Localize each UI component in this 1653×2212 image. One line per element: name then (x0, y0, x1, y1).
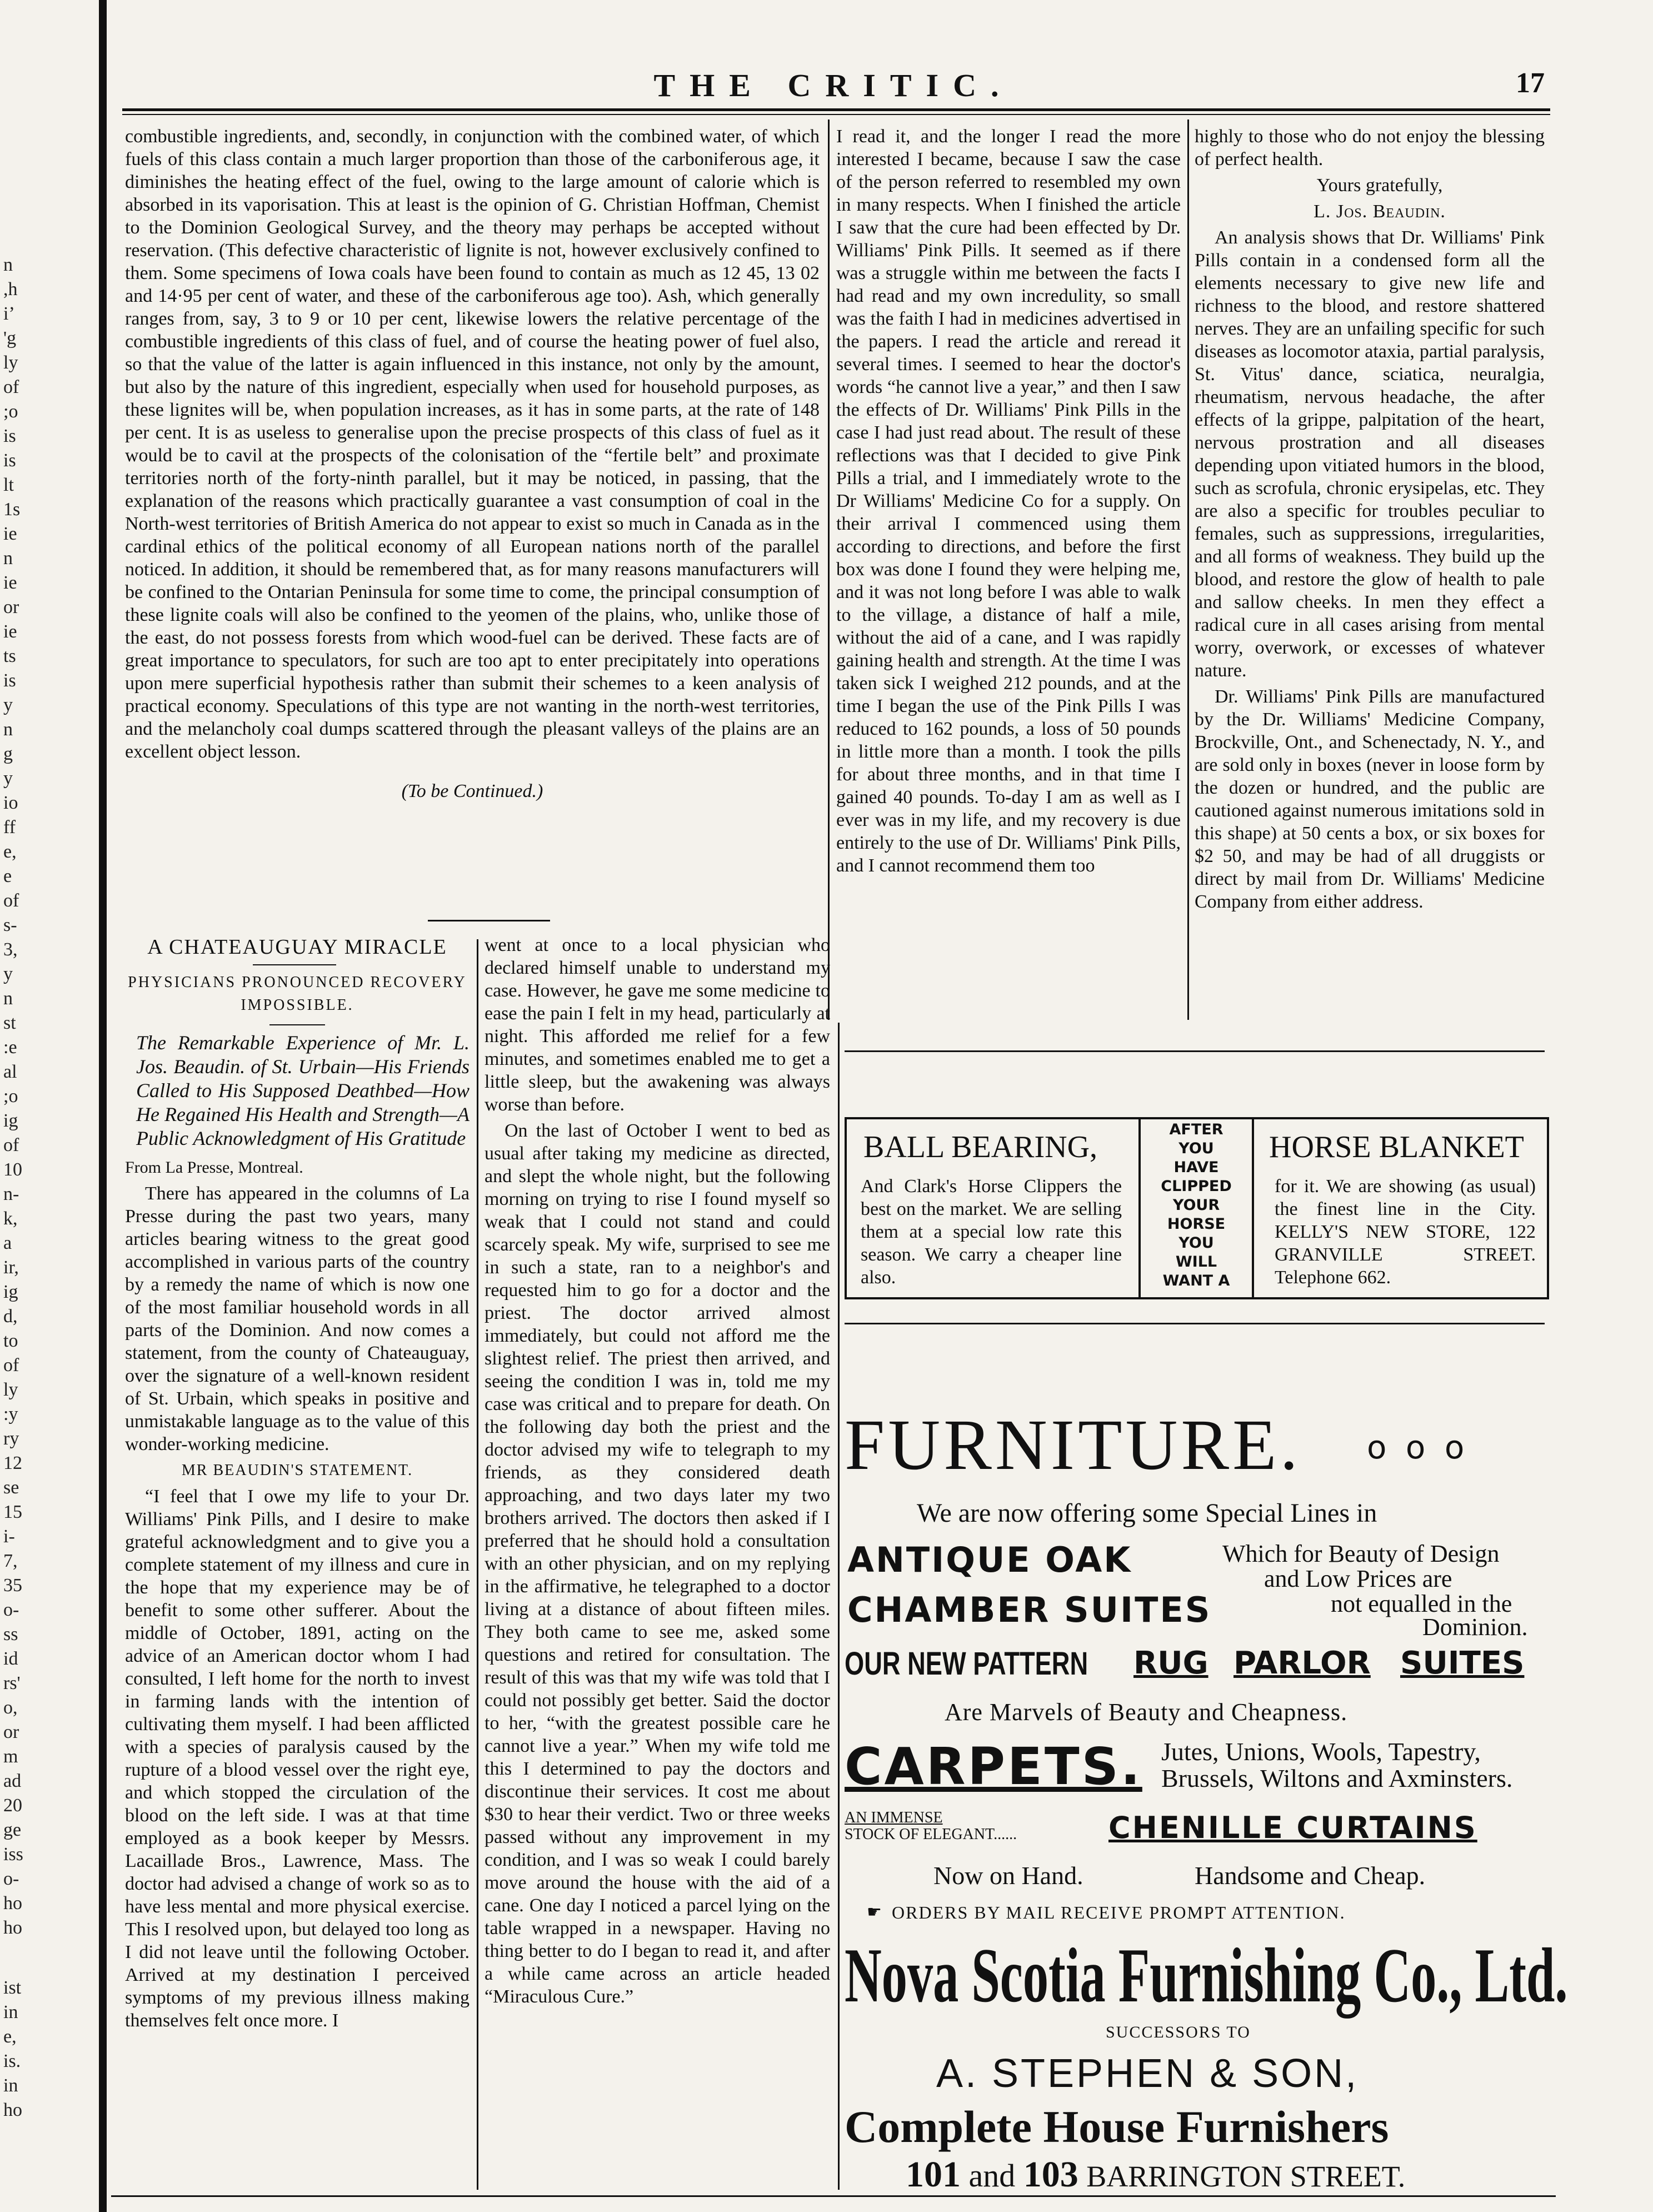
gutter-fragment: ho (3, 1893, 22, 1914)
article-paragraph: highly to those who do not enjoy the blessing of perfect health. (1195, 126, 1545, 170)
gutter-fragment: lt (3, 475, 14, 495)
gutter-fragment: ff (3, 817, 16, 838)
ad-carpets-1: Jutes, Unions, Wools, Tapestry, (1161, 1737, 1481, 1766)
binding-edge (99, 0, 107, 2212)
ad-complete: Complete House Furnishers (845, 2101, 1389, 2152)
ad-handsome: Handsome and Cheap. (1195, 1861, 1426, 1890)
gutter-fragment: o- (3, 1600, 19, 1620)
gutter-fragment: y (3, 964, 13, 984)
ad-address (906, 2154, 1405, 2196)
ad-rug: RUG (1133, 1645, 1208, 1681)
gutter-fragment: ir, (3, 1257, 19, 1278)
article-paragraph: went at once to a local physician who declared himself unable to understand my case. However, he gave me some medicine to ease the pain I felt in my head, particularly at night. This afforded me relief for a few minutes, and sometimes enabled me to get a little sleep, but the awakening was always worse than before. (485, 935, 830, 1115)
ad-center-slogan (1141, 1120, 1252, 1291)
ad-beauty-2: and Low Prices are (1264, 1565, 1452, 1592)
article-paragraph: Dr. Williams' Pink Pills are manufactured by the Dr. Williams' Medicine Company, Brockville, Ont., and Schenectady, N. Y., and are sold only in boxes (never in loose form by the dozen or hundred, and the public are cautioned against numerous imitations sold in this shape) at 50 cents a box, or six boxes for $2 50, and may be had of all druggists or direct by mail from Dr. Williams' Medicine Company from either address. (1195, 686, 1545, 912)
gutter-fragment: 15 (3, 1502, 22, 1522)
ad-left-title: BALL BEARING, (863, 1130, 1098, 1164)
ad-center-line: HORSE (1167, 1215, 1226, 1233)
gutter-fragment: 12 (3, 1453, 22, 1473)
article-lignite-continued (125, 125, 820, 920)
header-rule-thin (122, 114, 1550, 115)
gutter-fragment: ;o (3, 1086, 18, 1107)
gutter-fragment: of (3, 377, 19, 397)
gutter-fragment: ss (3, 1624, 18, 1645)
gutter-fragment: ie (3, 524, 17, 544)
gutter-fragment: or (3, 1722, 19, 1742)
gutter-fragment: rs' (3, 1673, 21, 1693)
article-paragraph: An analysis shows that Dr. Williams' Pink Pills contain in a condensed form all the elements necessary to give new life and richness to the blood, and restore shattered nerves. They are an unfailing specific for such diseases as locomotor ataxia, partial paralysis, St. Vitus' dance, sciatica, neuralgia, rheumatism, nervous headache, the after effects of la grippe, palpitation of the heart, nervous prostration and all diseases depending upon vitiated humors in the blood, such as scrofula, chronic erysipelas, etc. They are also a specific for troubles peculiar to females, such as suppressions, irregularities, and all forms of weakness. They build up the blood, and restore the glow of health to pale and sallow cheeks. In men they effect a radical cure in all cases arising from mental worry, overwork, or excesses of whatever nature. (1195, 227, 1545, 681)
article-chateauguay-miracle (125, 934, 470, 2190)
ad-furniture (845, 1405, 1568, 2195)
gutter-fragment: o- (3, 1869, 19, 1889)
signoff: Yours gratefully, (1316, 175, 1443, 196)
gutter-fragment: n- (3, 1184, 19, 1204)
ad-number-103: 103 (1023, 2154, 1078, 2195)
article-source: From La Presse, Montreal. (125, 1158, 303, 1177)
gutter-fragment: k, (3, 1208, 18, 1229)
ad-immense-1: AN IMMENSE (845, 1809, 943, 1826)
gutter-fragment: ie (3, 572, 17, 593)
ad-number-101: 101 (906, 2154, 961, 2195)
gutter-fragment: ie (3, 621, 17, 642)
ad-beauty-1: Which for Beauty of Design (1222, 1540, 1500, 1567)
ad-right-title: HORSE BLANKET (1269, 1130, 1524, 1164)
gutter-fragment: iss (3, 1844, 23, 1865)
ad-antique-oak: ANTIQUE OAK (847, 1540, 1132, 1580)
gutter-fragment: id (3, 1648, 18, 1669)
gutter-fragment: al (3, 1062, 17, 1082)
gutter-fragment: n (3, 988, 13, 1009)
gutter-fragment: io (3, 793, 18, 813)
ad-parlor: PARLOR (1233, 1645, 1371, 1681)
gutter-fragment: ig (3, 1110, 18, 1131)
gutter-fragment: y (3, 768, 13, 789)
subtitle-rule (269, 1024, 325, 1025)
gutter-fragment: is (3, 450, 16, 471)
pointing-hand-icon: ☛ (867, 1903, 882, 1921)
gutter-fragment: 10 (3, 1159, 22, 1180)
gutter-fragment: n (3, 719, 13, 740)
ad-rug-prefix: OUR NEW PATTERN (845, 1646, 1088, 1682)
title-rule (253, 964, 336, 965)
article-deck: The Remarkable Experience of Mr. L. Jos. Beaudin. of St. Urbain—His Friends Called to His Supposed Deathbed—How He Regained His Health and Strength—A Public Acknowledgment of His Gratitude (136, 1032, 470, 1149)
gutter-fragment: ly (3, 352, 18, 373)
gutter-fragment: of (3, 1355, 19, 1376)
gutter-fragment: is (3, 426, 16, 446)
ad-center-line: YOUR (1172, 1197, 1220, 1214)
gutter-fragment: in (3, 2002, 18, 2022)
section-divider (428, 920, 550, 921)
gutter-fragment: of (3, 890, 19, 911)
article-subtitle: PHYSICIANS PRONOUNCED RECOVERY IMPOSSIBLE. (128, 974, 467, 1014)
gutter-fragment: ist (3, 1977, 22, 1998)
article-continued-col4 (836, 125, 1181, 1020)
column-divider (828, 119, 830, 1020)
article-continued-col5 (1195, 125, 1545, 1020)
article-paragraph: combustible ingredients, and, secondly, in conjunction with the combined water, of which fuels of this class contain a much larger proportion than those of the carboniferous age, it diminishes the heating effect of the fuel, owing to the large amount of calorie which is absorbed in its vaporisation. This at least is the opinion of G. Christian Hoffman, Chemist to the Dominion Geological Survey, and the theory may perhaps be accepted without reservation. (This defective characteristic of lignite is not, however exclusively confined to them. Some specimens of Iowa coals have been found to contain as much as 12 45, 13 02 and 14·95 per cent of water, and these of the carboniferous age too). Ash, which generally ranges from, say, 3 to 9 or 10 per cent, likewise lowers the relative percentage of the combustible ingredients of this class of fuel, and of course the heating power of fuel also, so that the value of the latter is again influenced in this instance, not only by the amount, but also by the nature of this ingredient, especially when used for household purposes, as these lignites will be, when population increases, as it has in some parts, at the rate of 148 per cent. It is as useless to generalise upon the precise prospects of this class of fuel as it would be to cavil at the prospects of the colonisation of the “fertile belt” and proximate territories north of the forty-ninth parallel, but it may be noticed, in passing, that the explanation of the reasons which practically guarantee a vast consumption of coal in the North-west territories of British America do not appear to exist so much in Canada as in the cardinal ethics of the political economy of all European nations north of the parallel noticed. In addition, it should be remembered that, as for many reasons manufacturers will be confined to the Ontarian Peninsula for some time to come, the principal consumption of these lignite coals will also be confined to the yeomen of the plains, who, unlike those of the east, do not possess forests from which wood-fuel can be derived. These facts are of great importance to speculators, for such are too apt to enter precipitately into operations upon mere superficial hypothesis rather than submit their schemes to a keen analysis of practical economy. Speculations of this type are not wanting in the north-west territories, and the melancholy coal dumps scattered through the pleasant valleys of the plains are an excellent object lesson. (125, 126, 820, 762)
ad-suites: SUITES (1400, 1645, 1525, 1681)
ad-now-on-hand: Now on Hand. (933, 1861, 1083, 1890)
gutter-fragment: or (3, 597, 19, 617)
ad-and: and (968, 2158, 1016, 2194)
gutter-fragment: 'g (3, 328, 17, 348)
ad-left-text: And Clark's Horse Clippers the best on the market. We are selling them at a special low rate this season. We carry a cheaper line also. (861, 1176, 1122, 1288)
gutter-fragment: ;o (3, 401, 18, 422)
page-header (122, 61, 1545, 111)
ad-ornament: o o o (1367, 1428, 1469, 1466)
newspaper-title: THE CRITIC. (653, 67, 1013, 103)
ad-center-line: WILL (1175, 1253, 1217, 1271)
gutter-fragment: ad (3, 1771, 22, 1791)
column-divider (1187, 119, 1189, 1020)
column-divider (838, 1023, 840, 2190)
adjacent-page-fragments (0, 0, 22, 2212)
gutter-fragment: e, (3, 2026, 17, 2047)
ad-carpets: CARPETS. (845, 1737, 1142, 1796)
ad-headline: FURNITURE. (845, 1405, 1301, 1485)
page-bottom-rule (111, 2195, 1556, 2197)
column-divider (477, 939, 478, 2190)
ad-center-line: YOU (1178, 1140, 1214, 1157)
ad-center-line: CLIPPED (1161, 1178, 1232, 1195)
gutter-fragment: in (3, 2075, 18, 2096)
gutter-fragment: ts (3, 646, 16, 666)
statement-heading: MR BEAUDIN'S STATEMENT. (181, 1462, 413, 1479)
ad-chenille: CHENILLE CURTAINS (1108, 1810, 1477, 1845)
ad-center-box (1138, 1117, 1254, 1299)
statement-text: “I feel that I owe my life to your Dr. Williams' Pink Pills, and I desire to make grateful acknowledgment and to give you a complete statement of my illness and cure in the hope that my experience may be of benefit to some other sufferer. About the middle of October, 1891, acting on the advice of an American doctor whom I had consulted, I left home for the north to invest in farming lands with the intention of cultivating them myself. I had been afflicted with a species of paralysis caused by the rupture of a blood vessel over the right eye, and which stopped the circulation of the blood on the left side. I was at that time employed as a book keeper by Messrs. Lacaillade Bros., Lawrence, Mass. The doctor had advised a change of work so as to have less mental and more physical exercise. This I resolved upon, but delayed too long as I did not leave until the following October. Arrived at my destination I perceived symptoms of my previous illness making themselves felt once more. I (125, 1486, 470, 2031)
gutter-fragment: of (3, 1135, 19, 1155)
ad-stephen: A. STEPHEN & SON, (936, 2051, 1359, 2096)
gutter-fragment: s- (3, 915, 17, 935)
article-continued-col3 (485, 934, 830, 2190)
gutter-fragment: :e (3, 1037, 17, 1058)
gutter-fragment: ge (3, 1820, 22, 1840)
article-title: A CHATEAUGUAY MIRACLE (147, 935, 447, 959)
ad-carpets-2: Brussels, Wiltons and Axminsters. (1161, 1764, 1513, 1792)
gutter-fragment: :y (3, 1404, 18, 1424)
gutter-fragment: st (3, 1013, 16, 1033)
gutter-fragment: ig (3, 1282, 18, 1302)
ad-successors: SUCCESSORS TO (1106, 2023, 1251, 2041)
ad-center-line: YOU (1178, 1234, 1214, 1252)
ad-center-line: HAVE (1173, 1159, 1219, 1176)
gutter-fragment: d, (3, 1306, 18, 1327)
header-rule (122, 108, 1550, 111)
article-paragraph: I read it, and the longer I read the more interested I became, because I saw the case of the person referred to resembled my own in many respects. When I finished the article I saw that the cure had been effected by Dr. Williams' Pink Pills. It seemed as if there was a struggle within me between the facts I had read and my own incredulity, so small was the faith I had in medicines advertised in the papers. I read the article and reread it several times. I seemed to hear the doctor's words “he cannot live a year,” and then I saw the effects of Dr. Williams' Pink Pills in the case I had just read about. The result of these reflections was that I decided to give Pink Pills a trial, and I immediately wrote to the Dr Williams' Medicine Co for a supply. On their arrival I commenced using them according to directions, and before the first box was done I found they were helping me, and it was not long before I was able to walk to the village, a distance of half a mile, without the aid of a cane, and I was rapidly gaining health and strength. At the time I was taken sick I weighed 212 pounds, and at the time I began the use of the Pink Pills I was reduced to 162 pounds, a loss of 50 pounds in little more than a month. I took the pills for about three months, and in that time I gained 40 pounds. To-day I am as well as I ever was in my life, and my recovery is due entirely to the use of Dr. Williams' Pink Pills, and I cannot recommend them too (836, 126, 1181, 876)
ad-company: Nova Scotia Furnishing Co., Ltd. (845, 1932, 1568, 2019)
ad-center-line: WANT A (1162, 1272, 1230, 1289)
ad-right-text: for it. We are showing (as usual) the finest line in the City. KELLY'S NEW STORE, 122 GRANVILLE STREET. Telephone 662. (1275, 1176, 1536, 1288)
ad-street: BARRINGTON STREET. (1086, 2160, 1406, 2193)
gutter-fragment: e, (3, 841, 17, 862)
gutter-fragment: ho (3, 1917, 22, 1938)
gutter-fragment: se (3, 1477, 19, 1498)
gutter-fragment: y (3, 695, 13, 715)
gutter-fragment: is (3, 670, 16, 691)
ad-immense-2: STOCK OF ELEGANT...... (845, 1826, 1017, 1843)
gutter-fragment: o, (3, 1697, 18, 1718)
ad-center-line: AFTER (1169, 1121, 1223, 1138)
gutter-fragment: ry (3, 1428, 19, 1449)
gutter-fragment: a (3, 1233, 12, 1253)
ad-chamber-suites: CHAMBER SUITES (847, 1590, 1212, 1630)
gutter-fragment: 35 (3, 1575, 22, 1596)
gutter-fragment: e (3, 866, 12, 886)
ad-beauty-4: Dominion. (1422, 1613, 1528, 1641)
gutter-fragment: to (3, 1331, 18, 1351)
ad-clippers-blanket (845, 1117, 1549, 1299)
gutter-fragment: 3, (3, 939, 18, 960)
gutter-fragment: is. (3, 2051, 21, 2071)
gutter-fragment: g (3, 744, 13, 764)
gutter-fragment: i- (3, 1526, 15, 1547)
continued-note: (To be Continued.) (401, 781, 543, 801)
article-paragraph: On the last of October I went to bed as usual after taking my medicine as directed, and slept the whole night, but the following morning on trying to rise I found myself so weak that I could not stand and could scarcely speak. My wife, surprised to see me in such a state, ran to a neighbor's and requested him to go for a doctor and the priest. The doctor arrived almost immediately, but could not afford me the slightest relief. The priest then arrived, and seeing the condition I was in, told me my case was critical and to prepare for death. On the following day both the priest and the doctor advised my wife to telegraph to my friends, as they considered death approaching, and two days later my two brothers arrived. The doctors then asked if I preferred that he should hold a consultation with an other physician, and on my replying in the affirmative, he telegraphed to a doctor living at a distance of about fifteen miles. They both came to see me, asked some questions and retired for consultation. The result of this was that my wife was told that I could not possibly get better. Said the doctor to her, “with the greatest possible care he cannot live a year.” When my wife told me this I determined to pay the doctors and discontinue their services. It cost me about $30 to hear their verdict. Two or three weeks passed without any improvement in my condition, and I was so weak I could barely move around the house with the aid of a cane. One day I noticed a parcel lying on the table wrapped in a newspaper. Having no thing better to do I began to read it, and after a while came across an article headed “Miraculous Cure.” (485, 1120, 830, 2007)
gutter-fragment: iʼ (3, 303, 15, 324)
page-number: 17 (1516, 67, 1545, 99)
ad-intro: We are now offering some Special Lines in (917, 1498, 1377, 1528)
gutter-fragment: n (3, 548, 13, 569)
gutter-fragment: 1s (3, 499, 21, 520)
gutter-fragment: ly (3, 1379, 18, 1400)
gutter-fragment: n (3, 255, 13, 275)
ad-marvels: Are Marvels of Beauty and Cheapness. (945, 1698, 1348, 1726)
signature: L. Jos. Beaudin. (1314, 201, 1446, 222)
gutter-fragment: ,h (3, 279, 18, 300)
gutter-fragment: 20 (3, 1795, 22, 1816)
gutter-fragment: ho (3, 2100, 22, 2120)
ad-divider (845, 1323, 1545, 1324)
ad-beauty-3: not equalled in the (1331, 1590, 1512, 1617)
ad-divider (845, 1050, 1545, 1052)
gutter-fragment: 7, (3, 1551, 18, 1571)
ad-orders: ORDERS BY MAIL RECEIVE PROMPT ATTENTION. (892, 1902, 1346, 1922)
gutter-fragment: m (3, 1746, 18, 1767)
article-intro: There has appeared in the columns of La Presse during the past two years, many articles bearing witness to the great good accomplished in various parts of the country by a remedy the name of which is now one of the most familiar household words in all parts of the Dominion. And now comes a statement, from the county of Chateauguay, over the signature of a well-known resident of St. Urbain, which speaks in positive and unmistakable language as to the value of this wonder-working medicine. (125, 1183, 470, 1454)
